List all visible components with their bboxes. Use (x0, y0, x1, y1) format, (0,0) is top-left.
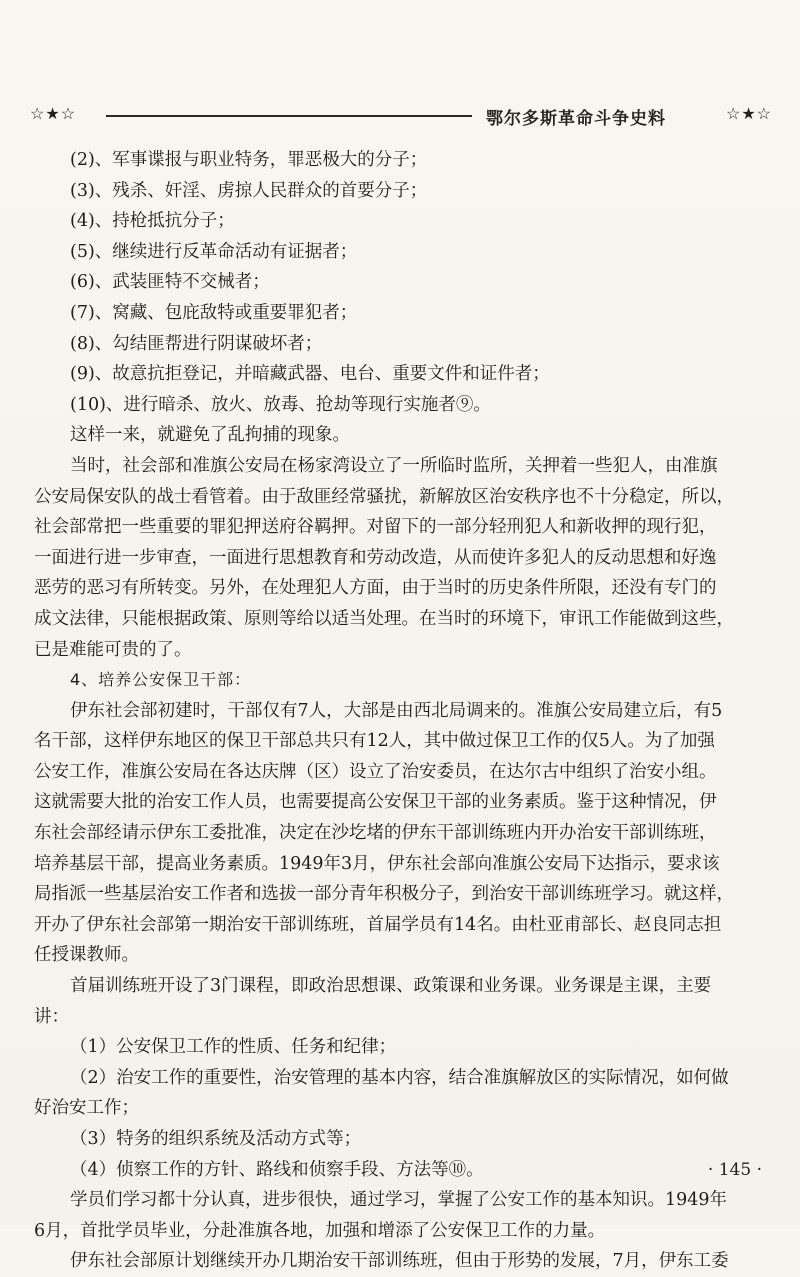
list-item: (9)、故意抗拒登记，并暗藏武器、电台、重要文件和证件者； (70, 364, 550, 385)
paragraph-line: 公安工作，准旗公安局在各达庆牌（区）设立了治安委员，在达尔古中组织了治安小组。 (34, 761, 717, 782)
list-item: (6)、武装匪特不交械者； (70, 272, 270, 293)
list-item: (10)、进行暗杀、放火、放毒、抢劫等现行实施者⑨。 (70, 394, 491, 415)
paragraph-line: 一面进行进一步审查，一面进行思想教育和劳动改造，从而使许多犯人的反动思想和好逸 (34, 547, 717, 568)
paragraph-line: 社会部常把一些重要的罪犯押送府谷羁押。对留下的一部分轻刑犯人和新收押的现行犯， (34, 517, 717, 538)
section-heading: 4、培养公安保卫干部： (70, 670, 252, 690)
page-number: · 145 · (707, 1160, 762, 1180)
book-title: 鄂尔多斯革命斗争史料 (486, 109, 666, 129)
list-item: （3）特务的组织系统及活动方式等； (70, 1129, 362, 1149)
paragraph-line: 学员们学习都十分认真，进步很快，通过学习，掌握了公安工作的基本知识。1949年 (70, 1190, 728, 1211)
paragraph-line: 局指派一些基层治安工作者和选拔一部分青年积极分子，到治安干部训练班学习。就这样， (34, 884, 734, 905)
paragraph-line: 讲： (34, 1006, 69, 1027)
paragraph-line: 6月，首批学员毕业，分赴准旗各地，加强和增添了公安保卫工作的力量。 (34, 1220, 606, 1241)
paragraph-line: 东社会部经请示伊东工委批准，决定在沙圪堵的伊东干部训练班内开办治安干部训练班， (34, 823, 717, 844)
paragraph-line: 名干部，这样伊东地区的保卫干部总共只有12人，其中做过保卫工作的仅5人。为了加强 (34, 731, 715, 752)
stars-ornament-left: ☆★☆ (30, 104, 77, 123)
paragraph-line: 恶劳的恶习有所转变。另外，在处理犯人方面，由于当时的历史条件所限，还没有专门的 (34, 578, 717, 599)
list-item: （2）治安工作的重要性，治安管理的基本内容，结合准旗解放区的实际情况，如何做 (70, 1067, 729, 1088)
paragraph-line: 这样一来，就避免了乱拘捕的现象。 (70, 425, 350, 446)
list-item: (8)、勾结匪帮进行阴谋破坏者； (70, 333, 323, 354)
list-item: (3)、残杀、奸淫、虏掠人民群众的首要分子； (70, 180, 428, 201)
paragraph-line: 这就需要大批的治安工作人员，也需要提高公安保卫干部的业务素质。鉴于这种情况，伊 (34, 792, 717, 813)
header-rule (106, 115, 472, 117)
list-item: 好治安工作； (34, 1098, 139, 1119)
paragraph-line: 首届训练班开设了3门课程，即政治思想课、政策课和业务课。业务课是主课，主要 (70, 976, 712, 997)
paragraph-line: 任授课教师。 (34, 945, 139, 966)
paragraph-line: 公安局保安队的战士看管着。由于敌匪经常骚扰，新解放区治安秩序也不十分稳定，所以， (34, 486, 734, 507)
body-text (34, 145, 772, 1277)
list-item: （4）侦察工作的方针、路线和侦察手段、方法等⑩。 (70, 1159, 484, 1180)
list-item: (4)、持枪抵抗分子； (70, 211, 235, 232)
paragraph-line: 培养基层干部，提高业务素质。1949年3月，伊东社会部向准旗公安局下达指示，要求该 (34, 853, 720, 874)
paragraph-line: 已是难能可贵的了。 (34, 639, 192, 660)
list-item: (7)、窝藏、包庇敌特或重要罪犯者； (70, 302, 358, 323)
list-item: (5)、继续进行反革命活动有证据者； (70, 241, 358, 262)
running-header (30, 104, 772, 128)
list-item: (2)、军事谍报与职业特务，罪恶极大的分子； (70, 150, 428, 170)
paragraph-line: 伊东社会部原计划继续开办几期治安干部训练班，但由于形势的发展，7月，伊东工委 (70, 1251, 729, 1272)
paragraph-line: 当时，社会部和准旗公安局在杨家湾设立了一所临时监所，关押着一些犯人，由准旗 (70, 455, 718, 476)
list-item: （1）公安保卫工作的性质、任务和纪律； (70, 1037, 397, 1058)
paragraph-line: 伊东社会部初建时，干部仅有7人，大部是由西北局调来的。准旗公安局建立后，有5 (70, 700, 723, 721)
paragraph-line: 成文法律，只能根据政策、原则等给以适当处理。在当时的环境下，审讯工作能做到这些， (34, 608, 734, 629)
stars-ornament-right: ☆★☆ (725, 104, 772, 123)
paragraph-line: 开办了伊东社会部第一期治安干部训练班，首届学员有14名。由杜亚甫部长、赵良同志担 (34, 914, 722, 935)
